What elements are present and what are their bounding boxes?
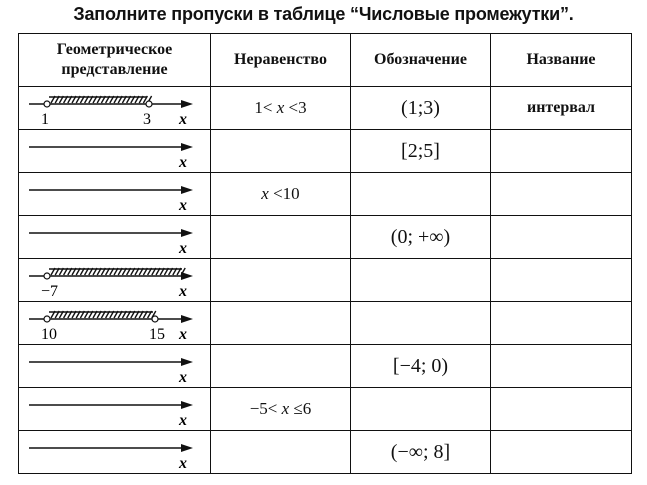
geometric-cell[interactable] bbox=[19, 388, 211, 431]
number-line bbox=[19, 216, 209, 258]
inequality-post: <3 bbox=[284, 98, 307, 117]
axis-variable-label: x bbox=[179, 197, 187, 214]
number-line bbox=[19, 259, 209, 301]
right-endpoint-dot bbox=[146, 101, 152, 107]
axis-arrow-icon bbox=[181, 272, 193, 280]
name-cell[interactable] bbox=[491, 302, 632, 345]
inequality-post: ≤6 bbox=[289, 399, 312, 418]
header-inequality: Неравенство bbox=[211, 34, 351, 87]
left-endpoint-label: −7 bbox=[41, 283, 59, 300]
inequality-cell[interactable] bbox=[211, 431, 351, 474]
left-endpoint-label: 10 bbox=[41, 326, 57, 343]
name-cell[interactable] bbox=[491, 388, 632, 431]
geometric-cell[interactable] bbox=[19, 216, 211, 259]
geometric-cell[interactable] bbox=[19, 173, 211, 216]
number-line bbox=[19, 302, 209, 344]
axis-arrow-icon bbox=[181, 100, 193, 108]
notation-cell[interactable]: [2;5] bbox=[351, 130, 491, 173]
left-endpoint-dot bbox=[44, 316, 50, 322]
axis-arrow-icon bbox=[181, 229, 193, 237]
number-intervals-table bbox=[18, 33, 632, 474]
header-row bbox=[19, 34, 632, 87]
name-cell[interactable] bbox=[491, 431, 632, 474]
inequality-v: x bbox=[281, 399, 290, 418]
inequality-v: x bbox=[261, 184, 269, 203]
left-endpoint-label: 1 bbox=[41, 111, 49, 128]
inequality-cell[interactable] bbox=[211, 388, 351, 431]
header-notation: Обозначение bbox=[351, 34, 491, 87]
inequality-post: <10 bbox=[268, 184, 300, 203]
axis-arrow-icon bbox=[181, 358, 193, 366]
name-cell[interactable] bbox=[491, 130, 632, 173]
axis-arrow-icon bbox=[181, 315, 193, 323]
axis-variable-label: x bbox=[179, 283, 187, 300]
name-cell[interactable] bbox=[491, 216, 632, 259]
geometric-cell[interactable] bbox=[19, 130, 211, 173]
geometric-cell[interactable] bbox=[19, 259, 211, 302]
notation-cell[interactable]: (0; +∞) bbox=[351, 216, 491, 259]
right-endpoint-label: 15 bbox=[149, 326, 165, 343]
hatched-interval bbox=[49, 96, 152, 103]
inequality-cell[interactable] bbox=[211, 259, 351, 302]
inequality-cell[interactable] bbox=[211, 302, 351, 345]
axis-arrow-icon bbox=[181, 143, 193, 151]
left-endpoint-dot bbox=[44, 273, 50, 279]
geometric-cell[interactable] bbox=[19, 302, 211, 345]
axis-variable-label: x bbox=[179, 412, 187, 429]
inequality-cell[interactable] bbox=[211, 87, 351, 130]
table-row bbox=[19, 345, 632, 388]
name-cell[interactable] bbox=[491, 345, 632, 388]
table-row bbox=[19, 259, 632, 302]
inequality-cell[interactable] bbox=[211, 345, 351, 388]
name-cell[interactable]: интервал bbox=[491, 87, 632, 130]
axis-variable-label: x bbox=[179, 326, 187, 343]
number-line bbox=[19, 87, 209, 129]
axis-variable-label: x bbox=[179, 111, 187, 128]
table-row bbox=[19, 431, 632, 474]
axis-variable-label: x bbox=[179, 240, 187, 257]
geometric-cell[interactable] bbox=[19, 431, 211, 474]
header-geometric: Геометрическое представление bbox=[19, 34, 211, 87]
notation-cell[interactable] bbox=[351, 302, 491, 345]
hatched-interval bbox=[49, 311, 156, 318]
notation-cell[interactable] bbox=[351, 259, 491, 302]
notation-cell[interactable]: (−∞; 8] bbox=[351, 431, 491, 474]
inequality-cell[interactable] bbox=[211, 216, 351, 259]
axis-variable-label: x bbox=[179, 455, 187, 472]
inequality-cell[interactable] bbox=[211, 130, 351, 173]
geometric-cell[interactable] bbox=[19, 345, 211, 388]
notation-cell[interactable]: (1;3) bbox=[351, 87, 491, 130]
right-endpoint-dot bbox=[152, 316, 158, 322]
geometric-cell[interactable] bbox=[19, 87, 211, 130]
name-cell[interactable] bbox=[491, 173, 632, 216]
inequality-v: x bbox=[276, 98, 285, 117]
axis-variable-label: x bbox=[179, 154, 187, 171]
axis-arrow-icon bbox=[181, 401, 193, 409]
axis-arrow-icon bbox=[181, 444, 193, 452]
right-endpoint-label: 3 bbox=[143, 111, 151, 128]
table-row bbox=[19, 388, 632, 431]
notation-cell[interactable] bbox=[351, 388, 491, 431]
table-row bbox=[19, 130, 632, 173]
number-line bbox=[19, 388, 209, 430]
left-endpoint-dot bbox=[44, 101, 50, 107]
table-row bbox=[19, 173, 632, 216]
hatched-interval bbox=[49, 268, 185, 275]
inequality-cell[interactable] bbox=[211, 173, 351, 216]
notation-cell[interactable]: [−4; 0) bbox=[351, 345, 491, 388]
table-row bbox=[19, 302, 632, 345]
notation-cell[interactable] bbox=[351, 173, 491, 216]
number-line bbox=[19, 345, 209, 387]
inequality-pre: 1< bbox=[254, 98, 277, 117]
axis-arrow-icon bbox=[181, 186, 193, 194]
number-line bbox=[19, 431, 209, 473]
table-row bbox=[19, 87, 632, 130]
header-name: Название bbox=[491, 34, 632, 87]
task-title: Заполните пропуски в таблице “Числовые промежутки”. bbox=[73, 4, 574, 24]
number-line bbox=[19, 130, 209, 172]
table-row bbox=[19, 216, 632, 259]
inequality-pre: −5< bbox=[249, 399, 282, 418]
number-line bbox=[19, 173, 209, 215]
axis-variable-label: x bbox=[179, 369, 187, 386]
name-cell[interactable] bbox=[491, 259, 632, 302]
